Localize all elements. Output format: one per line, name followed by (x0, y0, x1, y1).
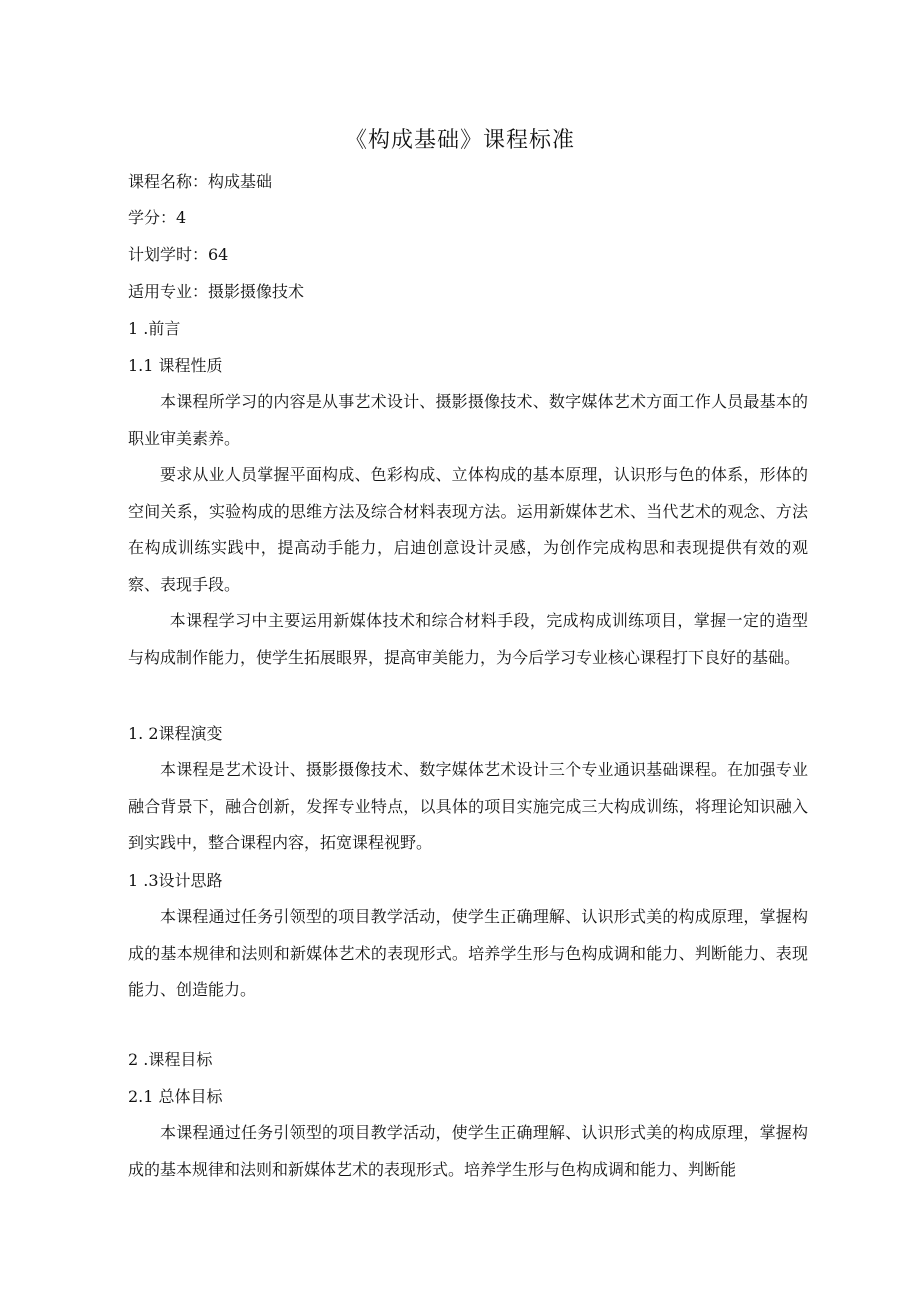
course-credits: 学分：4 (128, 208, 187, 227)
section-heading-1-1: 1.1 课程性质 (128, 356, 223, 375)
paragraph-course-nature-2: 要求从业人员掌握平面构成、色彩构成、立体构成的基本原理，认识形与色的体系，形体的空间关系，实验构成的思维方法及综合材料表现方法。运用新媒体艺术、当代艺术的观念、方法在构成训练实践中，提高动手能力，启迪创意设计灵感，为创作完成构思和表现提供有效的观察、表现手段。 (128, 465, 808, 594)
course-name: 课程名称：构成基础 (128, 172, 273, 191)
section-heading-2-1: 2.1 总体目标 (128, 1087, 223, 1106)
course-major: 适用专业：摄影摄像技术 (128, 282, 305, 301)
paragraph-course-nature-3: 本课程学习中主要运用新媒体技术和综合材料手段，完成构成训练项目，掌握一定的造型与构成制作能力，使学生拓展眼界，提高审美能力，为今后学习专业核心课程打下良好的基础。 (128, 611, 808, 667)
section-heading-1-2: 1. 2课程演变 (128, 724, 223, 743)
section-heading-2: 2 .课程目标 (128, 1050, 213, 1069)
document-title: 《构成基础》课程标准 (344, 128, 575, 153)
paragraph-overall-goal: 本课程通过任务引领型的项目教学活动，使学生正确理解、认识形式美的构成原理，掌握构成的基本规律和法则和新媒体艺术的表现形式。培养学生形与色构成调和能力、判断能 (128, 1123, 808, 1179)
course-hours: 计划学时：64 (128, 245, 229, 264)
paragraph-course-evolution: 本课程是艺术设计、摄影摄像技术、数字媒体艺术设计三个专业通识基础课程。在加强专业融合背景下，融合创新，发挥专业特点，以具体的项目实施完成三大构成训练，将理论知识融入到实践中，整合课程内容，拓宽课程视野。 (128, 760, 808, 852)
section-heading-1-3: 1 .3设计思路 (128, 871, 223, 890)
paragraph-design-idea: 本课程通过任务引领型的项目教学活动，使学生正确理解、认识形式美的构成原理，掌握构成的基本规律和法则和新媒体艺术的表现形式。培养学生形与色构成调和能力、判断能力、表现能力、创造能力。 (128, 907, 808, 999)
paragraph-course-nature-1: 本课程所学习的内容是从事艺术设计、摄影摄像技术、数字媒体艺术方面工作人员最基本的职业审美素养。 (128, 392, 808, 448)
section-heading-1: 1 .前言 (128, 319, 181, 338)
